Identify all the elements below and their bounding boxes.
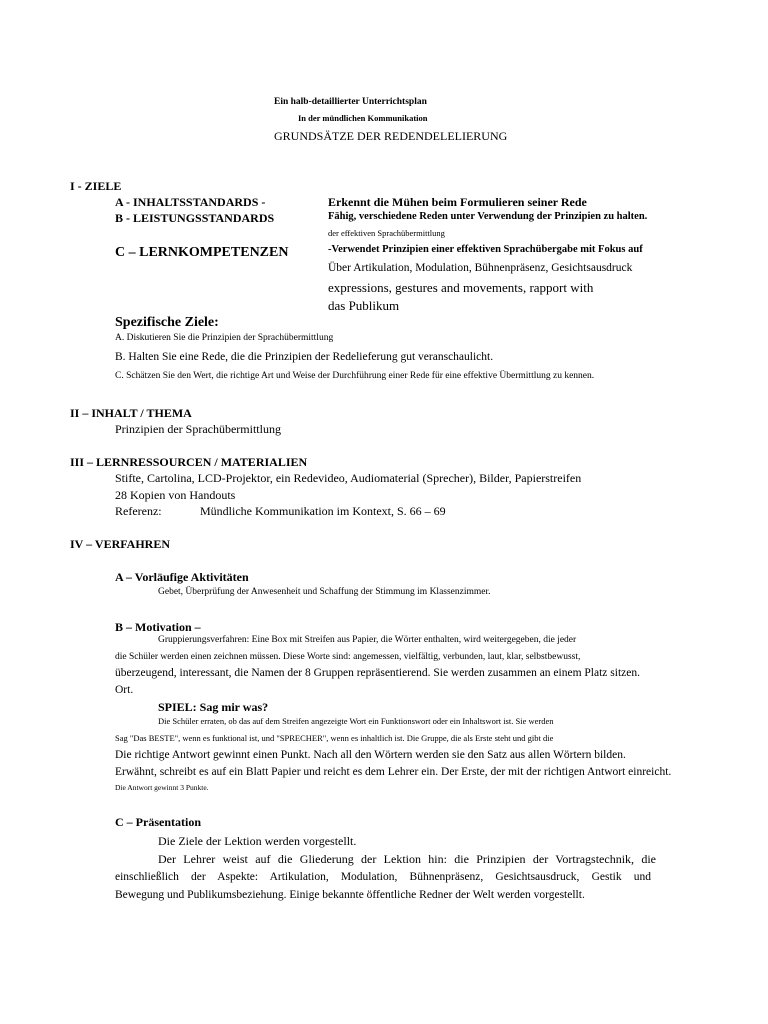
header-line-2: In der mündlichen Kommunikation	[298, 113, 428, 123]
section-ziele-heading: I - ZIELE	[70, 179, 122, 193]
ziele-c-text-3: expressions, gestures and movements, rapport with	[328, 280, 594, 295]
motivation-line-3: überzeugend, interessant, die Namen der 8 Gruppen repräsentierend. Sie werden zusammen an einem Platz sitzen.	[115, 667, 640, 679]
presentation-line-1: Die Ziele der Lektion werden vorgestellt.	[158, 834, 357, 848]
verfahren-c-heading: C – Präsentation	[115, 815, 201, 829]
spiel-line-2: Sag "Das BESTE", wenn es funktional ist, und "SPRECHER", wenn es inhaltlich ist. Die Gruppe, die als Erste steht und gibt die	[115, 733, 554, 743]
ziele-c-label: C – LERNKOMPETENZEN	[115, 245, 289, 260]
presentation-line-4: Bewegung und Publikumsbeziehung. Einige bekannte öffentliche Redner der Welt werden vorgestellt.	[115, 889, 585, 901]
ziele-b-label: B - LEISTUNGSSTANDARDS	[115, 211, 275, 225]
document-title: GRUNDSÄTZE DER REDENDELELIERUNG	[274, 129, 508, 143]
specific-goal-a: A. Diskutieren Sie die Prinzipien der Sprachübermittlung	[115, 333, 334, 343]
ziele-c-text-4: das Publikum	[328, 298, 400, 313]
verfahren-a-heading: A – Vorläufige Aktivitäten	[115, 570, 249, 584]
reference-label: Referenz:	[115, 504, 162, 518]
motivation-line-4: Ort.	[115, 684, 134, 696]
spiel-line-4: Erwähnt, schreibt es auf ein Blatt Papier und reicht es dem Lehrer ein. Der Erste, der mit der richtigen Antwort einreicht.	[115, 766, 672, 778]
section-ressourcen-heading: III – LERNRESSOURCEN / MATERIALIEN	[70, 455, 308, 469]
verfahren-a-text: Gebet, Überprüfung der Anwesenheit und Schaffung der Stimmung im Klassenzimmer.	[158, 587, 491, 597]
ziele-b-text: Fähig, verschiedene Reden unter Verwendung der Prinzipien zu halten.	[328, 211, 648, 222]
ziele-b-text-2: der effektiven Sprachübermittlung	[328, 228, 445, 238]
ziele-a-text: Erkennt die Mühen beim Formulieren seiner Rede	[328, 195, 587, 209]
spiel-line-1: Die Schüler erraten, ob das auf dem Streifen angezeigte Wort ein Funktionswort oder ein Inhaltswort ist. Sie werden	[158, 716, 554, 726]
section-inhalt-heading: II – INHALT / THEMA	[70, 406, 192, 420]
ziele-a-label: A - INHALTSSTANDARDS -	[115, 195, 266, 209]
spiel-line-3: Die richtige Antwort gewinnt einen Punkt. Nach all den Wörtern werden sie den Satz aus allen Wörtern bilden.	[115, 749, 626, 761]
section-verfahren-heading: IV – VERFAHREN	[70, 537, 171, 551]
verfahren-b-heading: B – Motivation –	[115, 620, 201, 634]
specific-goal-c: C. Schätzen Sie den Wert, die richtige Art und Weise der Durchführung einer Rede für eine effektive Übermittlung zu kennen.	[115, 371, 595, 381]
motivation-line-1: Gruppierungsverfahren: Eine Box mit Streifen aus Papier, die Wörter enthalten, wird weitergegeben, die jeder	[158, 635, 577, 645]
presentation-line-3: einschließlich der Aspekte: Artikulation, Modulation, Bühnenpräsenz, Gesichtsausdruck, Gestik und	[115, 871, 651, 883]
ressourcen-line-2: 28 Kopien von Handouts	[115, 488, 236, 502]
header-line-1: Ein halb-detaillierter Unterrichtsplan	[274, 97, 427, 107]
motivation-line-2: die Schüler werden einen zeichnen müssen. Diese Worte sind: angemessen, vielfältig, verbunden, laut, klar, selbstbewusst,	[115, 652, 581, 662]
spiel-line-5: Die Antwort gewinnt 3 Punkte.	[115, 783, 209, 792]
ressourcen-line-1: Stifte, Cartolina, LCD-Projektor, ein Redevideo, Audiomaterial (Sprecher), Bilder, Papierstreifen	[115, 471, 582, 485]
specific-goal-b: B. Halten Sie eine Rede, die die Prinzipien der Redelieferung gut veranschaulicht.	[115, 351, 494, 363]
reference-value: Mündliche Kommunikation im Kontext, S. 66 – 69	[200, 504, 446, 518]
inhalt-text: Prinzipien der Sprachübermittlung	[115, 422, 281, 436]
ziele-c-text-2: Über Artikulation, Modulation, Bühnenpräsenz, Gesichtsausdruck	[328, 262, 633, 274]
presentation-line-2: Der Lehrer weist auf die Gliederung der Lektion hin: die Prinzipien der Vortragstechnik, die	[158, 852, 656, 866]
ziele-c-text-1: -Verwendet Prinzipien einer effektiven Sprachübergabe mit Fokus auf	[328, 244, 643, 255]
spiel-heading: SPIEL: Sag mir was?	[158, 700, 269, 714]
specific-goals-heading: Spezifische Ziele:	[115, 315, 219, 330]
